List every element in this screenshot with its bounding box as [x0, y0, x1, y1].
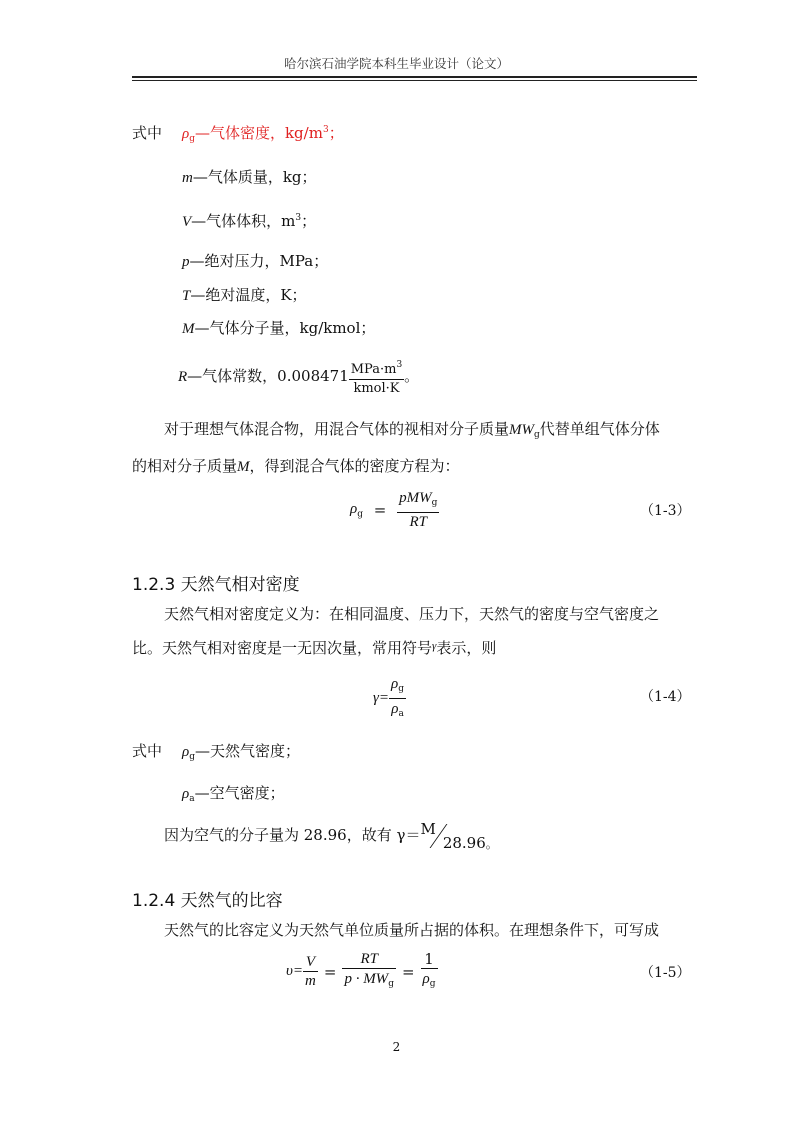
subscript: g	[429, 979, 436, 989]
definition-text: —绝对压力，MPa；	[189, 252, 329, 270]
subscript: g	[398, 684, 405, 694]
equation-number: （1-5）	[640, 965, 691, 981]
symbol: M	[182, 321, 195, 337]
paragraph-1-line-1	[164, 418, 660, 440]
definition-text: —气体常数，0.008471	[187, 367, 349, 385]
definition-tail: ；	[328, 124, 344, 142]
superscript: 3	[396, 360, 403, 370]
subscript: a	[189, 794, 195, 804]
text: 对于理想气体混合物，用混合气体的视相对分子质量	[164, 420, 510, 438]
fraction-numerator	[349, 356, 404, 380]
lhs-symbol: υ=	[286, 963, 304, 979]
def-p	[182, 250, 328, 271]
def-rho-g-2	[182, 740, 300, 762]
lhs-symbol: γ=	[373, 690, 390, 706]
paragraph-4: 天然气的比容定义为天然气单位质量所占据的体积。在理想条件下，可写成	[164, 921, 660, 939]
subscript: g	[388, 979, 394, 989]
section-title: 天然气的比容	[180, 891, 283, 911]
paragraph-2-line-1: 天然气相对密度定义为：在相同温度、压力下，天然气的密度与空气密度之	[164, 605, 660, 623]
symbol: T	[182, 288, 191, 304]
equals-sign: =	[401, 962, 415, 981]
fraction-denominator: kmol·K	[353, 381, 400, 396]
header-rule-thin	[132, 80, 697, 81]
numerator-text: MPa·m	[350, 362, 397, 377]
lhs-symbol: ρ	[350, 501, 358, 517]
denominator-text: ρ	[391, 701, 399, 717]
section-title: 天然气相对密度	[180, 575, 300, 595]
definition-text: —空气密度；	[194, 784, 285, 802]
fraction-denominator: RT	[409, 514, 427, 530]
equals-sign: =	[323, 962, 337, 981]
fraction-denominator	[421, 969, 438, 993]
slash-fraction-denominator: 28.96	[442, 834, 486, 852]
denominator-text: ρ	[422, 971, 430, 987]
fraction-denominator: m	[305, 973, 316, 989]
fraction-2	[342, 950, 396, 993]
fraction	[397, 488, 439, 531]
slash-fraction-numerator: M	[420, 820, 436, 838]
fraction-numerator	[389, 674, 406, 699]
def-v	[182, 210, 316, 231]
paragraph-1-line-2	[132, 455, 460, 476]
paragraph-2-line-2	[132, 637, 496, 658]
unit-fraction	[349, 356, 404, 398]
symbol: p	[182, 254, 190, 270]
text: 的相对分子质量	[132, 457, 238, 475]
text: 因为空气的分子量为 28.96，故有 γ＝	[164, 826, 421, 844]
symbol: ρ	[182, 126, 190, 142]
equation-1-3	[350, 488, 439, 531]
fraction-numerator	[397, 488, 439, 513]
symbol: γ	[432, 640, 437, 652]
def-rho-a	[182, 782, 285, 804]
fraction	[389, 674, 406, 723]
definition-text: —气体体积，m	[191, 212, 296, 230]
text: ，得到混合气体的密度方程为：	[249, 457, 460, 475]
paragraph-3	[164, 820, 498, 852]
def-M	[182, 317, 375, 338]
section-number: 1.2.4	[132, 891, 176, 911]
fraction-1	[303, 953, 318, 990]
equation-number: （1-3）	[640, 503, 691, 519]
symbol: ρ	[182, 786, 190, 802]
text: 比。天然气相对密度是一无因次量，常用符号	[132, 639, 433, 657]
fraction-denominator	[389, 699, 406, 723]
equation-1-4	[373, 674, 406, 723]
equals-sign: =	[373, 500, 387, 519]
subscript: a	[398, 709, 404, 719]
section-number: 1.2.3	[132, 575, 176, 595]
section-heading-1-2-4	[132, 886, 283, 911]
symbol: MW	[509, 422, 535, 438]
equation-1-5	[286, 950, 438, 993]
subscript: g	[357, 509, 363, 520]
symbol: V	[182, 214, 192, 230]
superscript: 3	[322, 125, 329, 135]
symbol: m	[182, 170, 193, 186]
numerator-text: ρ	[391, 676, 399, 692]
subscript: g	[189, 752, 195, 762]
fraction-numerator: RT	[342, 950, 396, 969]
header-rule-thick	[132, 76, 697, 78]
subscript: g	[534, 430, 540, 440]
equation-number: （1-4）	[640, 689, 691, 705]
symbol: M	[237, 459, 250, 475]
definition-tail: 。	[404, 367, 420, 385]
definition-prefix: 式中	[132, 742, 163, 760]
page-number: 2	[392, 1040, 401, 1054]
symbol: ρ	[182, 744, 190, 760]
superscript: 3	[295, 213, 302, 223]
section-heading-1-2-3	[132, 570, 300, 595]
def-t	[182, 284, 307, 305]
def-rho-g	[182, 122, 344, 144]
fraction-denominator	[342, 969, 396, 993]
subscript: g	[189, 134, 195, 144]
numerator-text: pMW	[399, 490, 432, 506]
definition-text: —绝对温度，K；	[190, 286, 307, 304]
def-r	[178, 356, 419, 398]
subscript: g	[431, 498, 438, 508]
definition-text: —气体分子量，kg/kmol；	[194, 319, 376, 337]
text: 代替单组气体分体	[539, 420, 660, 438]
def-m	[182, 166, 317, 187]
definition-prefix: 式中	[132, 124, 163, 142]
denominator-text: p · MW	[344, 971, 389, 987]
fraction-numerator: V	[303, 953, 318, 972]
definition-tail: ；	[301, 212, 317, 230]
definition-text: —天然气密度；	[194, 742, 300, 760]
definition-text: —气体密度，kg/m	[194, 124, 323, 142]
text: 表示，则	[436, 639, 497, 657]
definition-text: —气体质量，kg；	[192, 168, 317, 186]
text-tail: 。	[485, 837, 498, 851]
fraction-numerator: 1	[421, 950, 438, 969]
fraction-3	[421, 950, 438, 993]
symbol: R	[178, 369, 188, 385]
running-header: 哈尔滨石油学院本科生毕业设计（论文）	[283, 56, 509, 71]
